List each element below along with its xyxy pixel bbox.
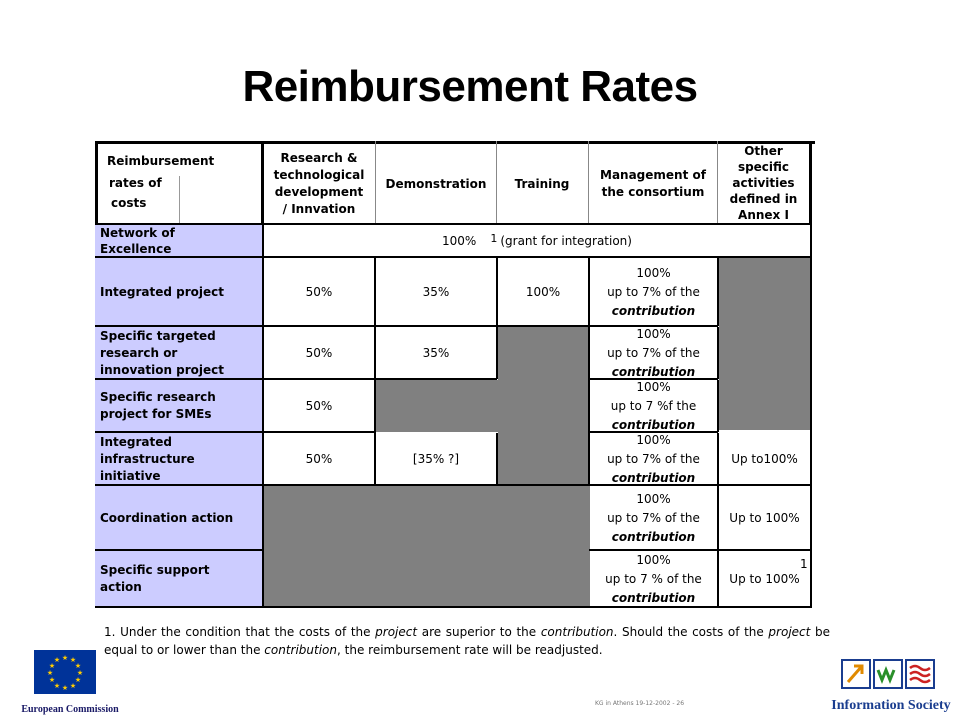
strep-mgmt-line-1: 100% [636, 326, 671, 341]
noe-label-line-1: Network of [100, 226, 175, 240]
svg-text:★: ★ [48, 676, 56, 684]
svg-text:★: ★ [69, 656, 77, 664]
strep-label-line-2: research or [100, 345, 178, 360]
ssa-other-footnote-ref: 1 [800, 557, 808, 571]
header-demonstration: Demonstration [385, 176, 487, 191]
footnote-italic-4: contribution [264, 643, 338, 657]
sme-mgmt [590, 380, 717, 432]
row-label-ssa [95, 551, 262, 607]
info-society-label: Information Society [831, 698, 951, 713]
ip-mgmt-line-1: 100% [636, 265, 671, 280]
corner-line-3: costs [111, 196, 147, 210]
ca-mgmt-line-1: 100% [636, 491, 671, 506]
footnote-text-5: , the reimbursement rate will be readjusted. [337, 643, 603, 657]
header-rtd-line-3: development [274, 185, 364, 199]
header-rtd-line-1: Research & [280, 151, 358, 165]
strep-mgmt [590, 327, 717, 379]
sme-demo-unavailable [376, 380, 498, 432]
header-other [718, 141, 809, 225]
ssa-mgmt [590, 551, 717, 607]
noe-value [264, 225, 810, 257]
i3-mgmt-line-3: contribution [611, 470, 696, 485]
corner-line-1: Reimbursement [107, 154, 215, 168]
svg-text:★: ★ [53, 682, 61, 690]
svg-text:★: ★ [61, 654, 69, 662]
footnote-text-3: . Should the costs of the [613, 625, 769, 639]
noe-footnote-ref: 1 [490, 231, 498, 245]
ssa-label-line-2: action [100, 580, 142, 594]
sme-label-line-1: Specific research [100, 390, 216, 404]
ssa-mgmt-line-2: up to 7 % of the [605, 571, 702, 586]
row-label-noe [95, 225, 262, 257]
eu-commission-label: European Commission [21, 704, 119, 715]
i3-label-line-1: Integrated [100, 434, 172, 449]
sme-mgmt-line-1: 100% [636, 379, 671, 394]
sme-label-line-2: project for SMEs [100, 407, 212, 421]
eu-commission-logo [20, 648, 120, 715]
footnote-text-4: be equal to or lower than the [104, 625, 830, 657]
ca-other: Up to 100% [729, 511, 800, 525]
svg-text:★: ★ [53, 656, 61, 664]
slide-footer-text: KG in Athens 19-12-2002 - 26 [595, 700, 685, 707]
ip-training: 100% [525, 285, 561, 299]
svg-text:★: ★ [74, 676, 82, 684]
row-label-ca: Coordination action [95, 486, 262, 550]
footnote-text-2: are superior to the [417, 625, 541, 639]
header-other-line-5: Annex I [738, 208, 789, 222]
footnote-italic-3: project [768, 625, 811, 639]
i3-rtd: 50% [305, 452, 333, 466]
ssa-mgmt-line-1: 100% [636, 552, 671, 567]
ca-mgmt-line-2: up to 7% of the [607, 510, 700, 525]
i3-label-line-3: initiative [100, 468, 161, 483]
eu-flag-icon [20, 648, 120, 698]
information-society-logo [826, 656, 956, 716]
corner-line-2: rates of [109, 176, 162, 190]
row-label-sme [95, 380, 262, 432]
ssa-mgmt-line-3: contribution [611, 590, 696, 605]
i3-label-line-2: infrastructure [100, 451, 195, 466]
ssa-label-line-1: Specific support [100, 563, 210, 577]
sme-rtd: 50% [305, 399, 333, 413]
other-unavailable-block [719, 258, 810, 430]
footnote-italic-1: project [375, 625, 418, 639]
row-label-i3 [95, 433, 262, 485]
header-rtd-line-2: technological [273, 168, 365, 182]
svg-text:★: ★ [61, 684, 69, 692]
header-mgmt-line-1: Management of [600, 168, 706, 182]
i3-other: Up to100% [731, 452, 798, 466]
header-rtd-line-4: / Innvation [282, 202, 356, 216]
i3-mgmt [590, 433, 717, 485]
ca-mgmt [590, 486, 717, 550]
row-label-ip: Integrated project [95, 258, 262, 326]
noe-note: (grant for integration) [500, 234, 632, 248]
footnote [104, 623, 830, 659]
ip-rtd: 50% [305, 285, 333, 299]
sme-mgmt-line-3: contribution [611, 417, 696, 432]
strep-demo: 35% [422, 346, 450, 360]
ip-mgmt [590, 258, 717, 326]
i3-mgmt-line-1: 100% [636, 432, 671, 447]
ip-mgmt-line-3: contribution [611, 303, 696, 318]
row-label-strep [95, 327, 262, 379]
ca-mgmt-line-3: contribution [611, 529, 696, 544]
strep-mgmt-line-2: up to 7% of the [607, 345, 700, 360]
header-corner [99, 145, 259, 223]
header-other-line-2: specific [737, 160, 790, 174]
ca-ssa-unavailable-block [264, 486, 590, 607]
header-rtd [264, 145, 374, 223]
svg-text:★: ★ [76, 669, 84, 677]
header-management [589, 145, 717, 223]
header-training: Training [514, 176, 570, 191]
page-title: Reimbursement Rates [242, 62, 698, 111]
svg-text:★: ★ [46, 669, 54, 677]
strep-label-line-3: innovation project [100, 362, 225, 377]
noe-percent: 100% [442, 234, 477, 248]
strep-label-line-1: Specific targeted [100, 328, 216, 343]
training-unavailable-block [498, 327, 588, 484]
svg-text:★: ★ [48, 662, 56, 670]
sme-mgmt-line-2: up to 7 %f the [610, 398, 697, 413]
strep-rtd: 50% [305, 346, 333, 360]
header-other-line-4: defined in [729, 192, 798, 206]
ip-demo: 35% [422, 285, 450, 299]
i3-demo: [35% ?] [412, 452, 460, 466]
svg-text:★: ★ [74, 662, 82, 670]
header-other-line-3: activities [732, 176, 795, 190]
svg-text:★: ★ [69, 682, 77, 690]
i3-mgmt-line-2: up to 7% of the [607, 451, 700, 466]
ssa-other: Up to 100% [729, 572, 800, 586]
footnote-italic-2: contribution [540, 625, 614, 639]
info-society-icon [840, 656, 940, 692]
header-mgmt-line-2: the consortium [601, 185, 705, 199]
footnote-text-1: 1. Under the condition that the costs of the [104, 625, 376, 639]
header-other-line-1: Other [744, 144, 783, 158]
strep-mgmt-line-3: contribution [611, 364, 696, 379]
ip-mgmt-line-2: up to 7% of the [607, 284, 700, 299]
noe-label-line-2: Excellence [100, 242, 172, 256]
